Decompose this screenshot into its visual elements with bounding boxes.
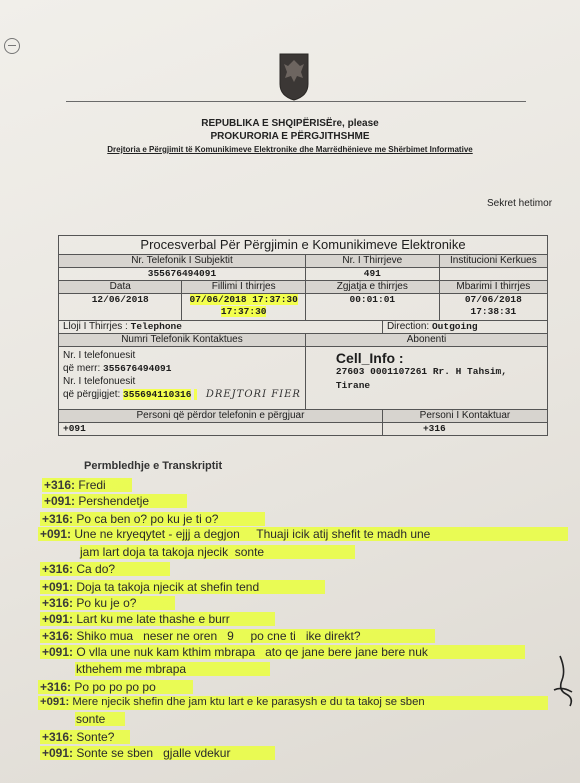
value-direction: Outgoing <box>431 321 478 332</box>
call-end-time: 17:38:31 <box>470 306 517 317</box>
form-title: Procesverbal Për Përgjimin e Komunikimeve Elektronike <box>59 236 548 255</box>
speaker-id: +316: <box>42 562 74 576</box>
speaker-id: +091: <box>44 494 76 508</box>
value-cell-info: 27603 0001107261 Rr. H Tahsim, Tirane <box>335 366 507 391</box>
header-rule <box>66 101 526 102</box>
transcript-line <box>40 696 425 708</box>
transcript-line <box>42 580 259 594</box>
value-date: 12/06/2018 <box>59 294 182 321</box>
transcript-line <box>40 680 156 694</box>
value-receiver-number: 355676494091 <box>103 363 172 374</box>
eagle-emblem-icon <box>277 50 311 102</box>
value-call-start <box>182 294 305 321</box>
label-direction: Direction: <box>386 321 430 332</box>
label-phone-number: Nr. I telefonuesit <box>63 350 136 361</box>
cell-info-cell <box>305 347 547 410</box>
line-text: Pershendetje <box>78 494 150 508</box>
transcript-line <box>42 596 136 610</box>
line-text: Lart ku me late thashe e burr <box>76 612 230 626</box>
line-text: Po po po po po <box>74 680 156 694</box>
transcript-line <box>76 712 105 726</box>
transcript-line <box>42 562 115 576</box>
value-call-type: Telephone <box>130 321 182 332</box>
line-text: Po ku je o? <box>76 596 137 610</box>
line-text: kthehem me mbrapa <box>76 662 187 676</box>
label-phone-number-2: Nr. I telefonuesit <box>63 376 136 387</box>
label-call-end: Mbarimi I thirrjes <box>439 281 547 294</box>
handwritten-note: DREJTORI FIER <box>205 389 301 400</box>
header-directorate: Drejtoria e Përgjimit të Komunikimeve Elektronike dhe Marrëdhënieve me Shërbimet Informative <box>107 145 473 154</box>
transcript-line <box>42 612 230 626</box>
transcript-line <box>42 629 361 643</box>
transcript-line <box>44 478 106 492</box>
line-text: jam lart doja ta takoja njecik sonte <box>80 545 265 559</box>
label-date: Data <box>59 281 182 294</box>
direction-cell <box>382 321 547 334</box>
transcript-title: Permbledhje e Transkriptit <box>84 460 223 472</box>
transcript-line <box>42 746 230 760</box>
line-text: Po ca ben o? po ku je ti o? <box>76 512 219 526</box>
phone-numbers-cell <box>59 347 306 410</box>
value-subject-phone: 355676494091 <box>59 268 306 281</box>
transcript-line <box>44 494 149 508</box>
label-person-using: Personi që përdor telefonin e përgjuar <box>59 410 383 423</box>
speaker-id: +091: <box>40 696 70 708</box>
label-subscriber: Abonenti <box>305 334 547 347</box>
line-text: sonte <box>76 712 106 726</box>
label-institution: Institucioni Kerkues <box>439 255 547 268</box>
line-text: Sonte se sben gjalle vdekur <box>76 746 231 760</box>
label-call-duration: Zgjatja e thirrjes <box>305 281 439 294</box>
speaker-id: +316: <box>40 680 72 694</box>
value-intercepted-number: 355694110316 <box>123 389 192 400</box>
transcript-line <box>42 512 218 526</box>
line-text: Sonte? <box>76 730 115 744</box>
call-start-datetime: 07/06/2018 17:37:30 <box>189 294 298 305</box>
header-prosecution: PROKURORIA E PËRGJITHSHME <box>210 131 370 142</box>
speaker-id: +316: <box>44 478 76 492</box>
label-contact-number: Numri Telefonik Kontaktues <box>59 334 306 347</box>
speaker-id: +316: <box>42 512 74 526</box>
value-call-end <box>439 294 547 321</box>
value-person-using: +091 <box>59 423 383 436</box>
secret-label: Sekret hetimor <box>487 198 553 209</box>
transcript-line <box>80 545 264 559</box>
transcript-line <box>42 645 428 659</box>
transcript-line <box>76 662 186 676</box>
call-type-cell <box>59 321 383 334</box>
value-institution <box>439 268 547 281</box>
speaker-id: +091: <box>42 645 74 659</box>
transcript-line <box>42 730 114 744</box>
line-text: Ca do? <box>76 562 116 576</box>
line-text: Une ne kryeqytet - ejjj a degjon Thuaji icik atij shefit te madh une <box>74 527 431 541</box>
transcript-line <box>40 527 430 541</box>
speaker-id: +091: <box>42 746 74 760</box>
line-text: O vlla une nuk kam kthim mbrapa ato qe jane bere jane bere nuk <box>76 645 428 659</box>
value-person-contacted: +316 <box>382 423 547 436</box>
speaker-id: +091: <box>42 612 74 626</box>
value-call-duration: 00:01:01 <box>305 294 439 321</box>
label-call-type: Lloji I Thirrjes : <box>63 321 128 332</box>
call-start-time: 17:37:30 <box>220 306 267 317</box>
value-call-number: 491 <box>305 268 439 281</box>
line-text: Fredi <box>78 478 106 492</box>
label-person-contacted: Personi I Kontaktuar <box>382 410 547 423</box>
signature-scrawl-icon <box>552 650 580 710</box>
label-cell-info: Cell_Info : <box>335 350 404 366</box>
speaker-id: +316: <box>42 730 74 744</box>
punch-hole-icon <box>4 38 20 54</box>
header-republic: REPUBLIKA E SHQIPËRISËre, please <box>201 118 379 129</box>
interception-form-table <box>58 235 548 436</box>
line-text: Doja ta takoja njecik at shefin tend <box>76 580 260 594</box>
label-call-start: Fillimi I thirrjes <box>182 281 305 294</box>
speaker-id: +091: <box>40 527 72 541</box>
speaker-id: +091: <box>42 580 74 594</box>
line-text: Mere njecik shefin dhe jam ktu lart e ke parasysh e du ta takoj se sben <box>72 696 425 708</box>
speaker-id: +316: <box>42 629 74 643</box>
label-receiver: që merr: <box>63 363 101 374</box>
line-text: Shiko mua neser ne oren 9 po cne ti ike direkt? <box>76 629 361 643</box>
label-call-number: Nr. I Thirrjeve <box>305 255 439 268</box>
label-subject-phone: Nr. Telefonik I Subjektit <box>59 255 306 268</box>
call-end-date: 07/06/2018 <box>464 294 522 305</box>
speaker-id: +316: <box>42 596 74 610</box>
label-intercepted: që përgjigjet: <box>63 389 121 400</box>
